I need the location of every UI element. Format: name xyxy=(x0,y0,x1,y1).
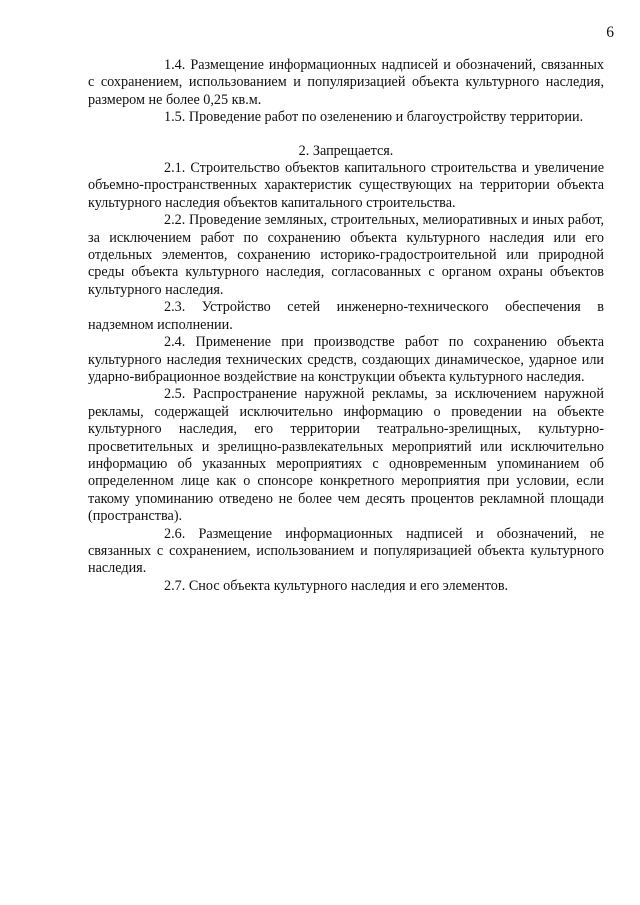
item-text: Снос объекта культурного наследия и его элементов. xyxy=(188,577,509,594)
list-item-2-3 xyxy=(88,299,604,334)
item-number: 2.5. xyxy=(164,386,186,403)
item-number: 1.5. xyxy=(164,109,186,126)
item-text: Размещение информационных надписей и обозначений, не связанных с сохранением, использованием и популяризацией объекта культурного наследия. xyxy=(88,525,604,577)
item-number: 2.7. xyxy=(164,577,186,594)
list-item-2-2 xyxy=(88,212,604,299)
list-item-2-4 xyxy=(88,334,604,386)
item-text: Размещение информационных надписей и обозначений, связанных с сохранением, использованием и популяризацией объекта культурного наследия, размером не более 0,25 кв.м. xyxy=(88,57,604,108)
item-text: Применение при производстве работ по сохранению объекта культурного наследия технических средств, создающих динамическое, ударное или ударно-вибрационное воздействие на конструкции объекта культурного наследия. xyxy=(88,334,604,385)
list-item-2-5 xyxy=(88,386,604,525)
list-item-1-5 xyxy=(88,109,604,126)
item-text: Строительство объектов капитального строительства и увеличение объемно-пространственных характеристик существующих на территории объекта культурного наследия объектов капитального строительства. xyxy=(88,160,605,211)
item-text: Устройство сетей инженерно-технического обеспечения в надземном исполнении. xyxy=(88,299,605,333)
item-number: 2.3. xyxy=(164,299,186,316)
item-text: Проведение земляных, строительных, мелиоративных и иных работ, за исключением работ по сохранению объекта культурного наследия или его отдельных элементов, сохранению историко-градостроительной или природной среды объекта культурного наследия, согласованных с органом охраны объектов культурного наследия. xyxy=(88,212,605,298)
document-body xyxy=(88,57,604,595)
item-number: 2.2. xyxy=(164,212,186,229)
item-text: Проведение работ по озеленению и благоустройству территории. xyxy=(188,109,584,126)
list-item-2-1 xyxy=(88,160,604,212)
page-number: 6 xyxy=(606,24,614,41)
item-text: Распространение наружной рекламы, за исключением наружной рекламы, содержащей исключительно информацию о проведении на объекте культурного наследия, его территории театрально-зрелищных, культурно-просветительных и зрелищно-развлекательных мероприятий или исключительно информацию об указанных мероприятиях с одновременным упоминанием об определенном лице как о спонсоре конкретного мероприятия при условии, если такому упоминанию отведено не более чем десять процентов рекламной площади (пространства). xyxy=(88,386,604,525)
item-number: 1.4. xyxy=(164,57,186,73)
list-item-1-4 xyxy=(88,57,604,109)
section-heading: 2. Запрещается. xyxy=(298,142,394,159)
list-item-2-7 xyxy=(88,578,604,595)
item-number: 2.4. xyxy=(164,334,186,351)
item-number: 2.1. xyxy=(164,160,186,177)
list-item-2-6 xyxy=(88,526,604,578)
item-number: 2.6. xyxy=(164,525,186,542)
